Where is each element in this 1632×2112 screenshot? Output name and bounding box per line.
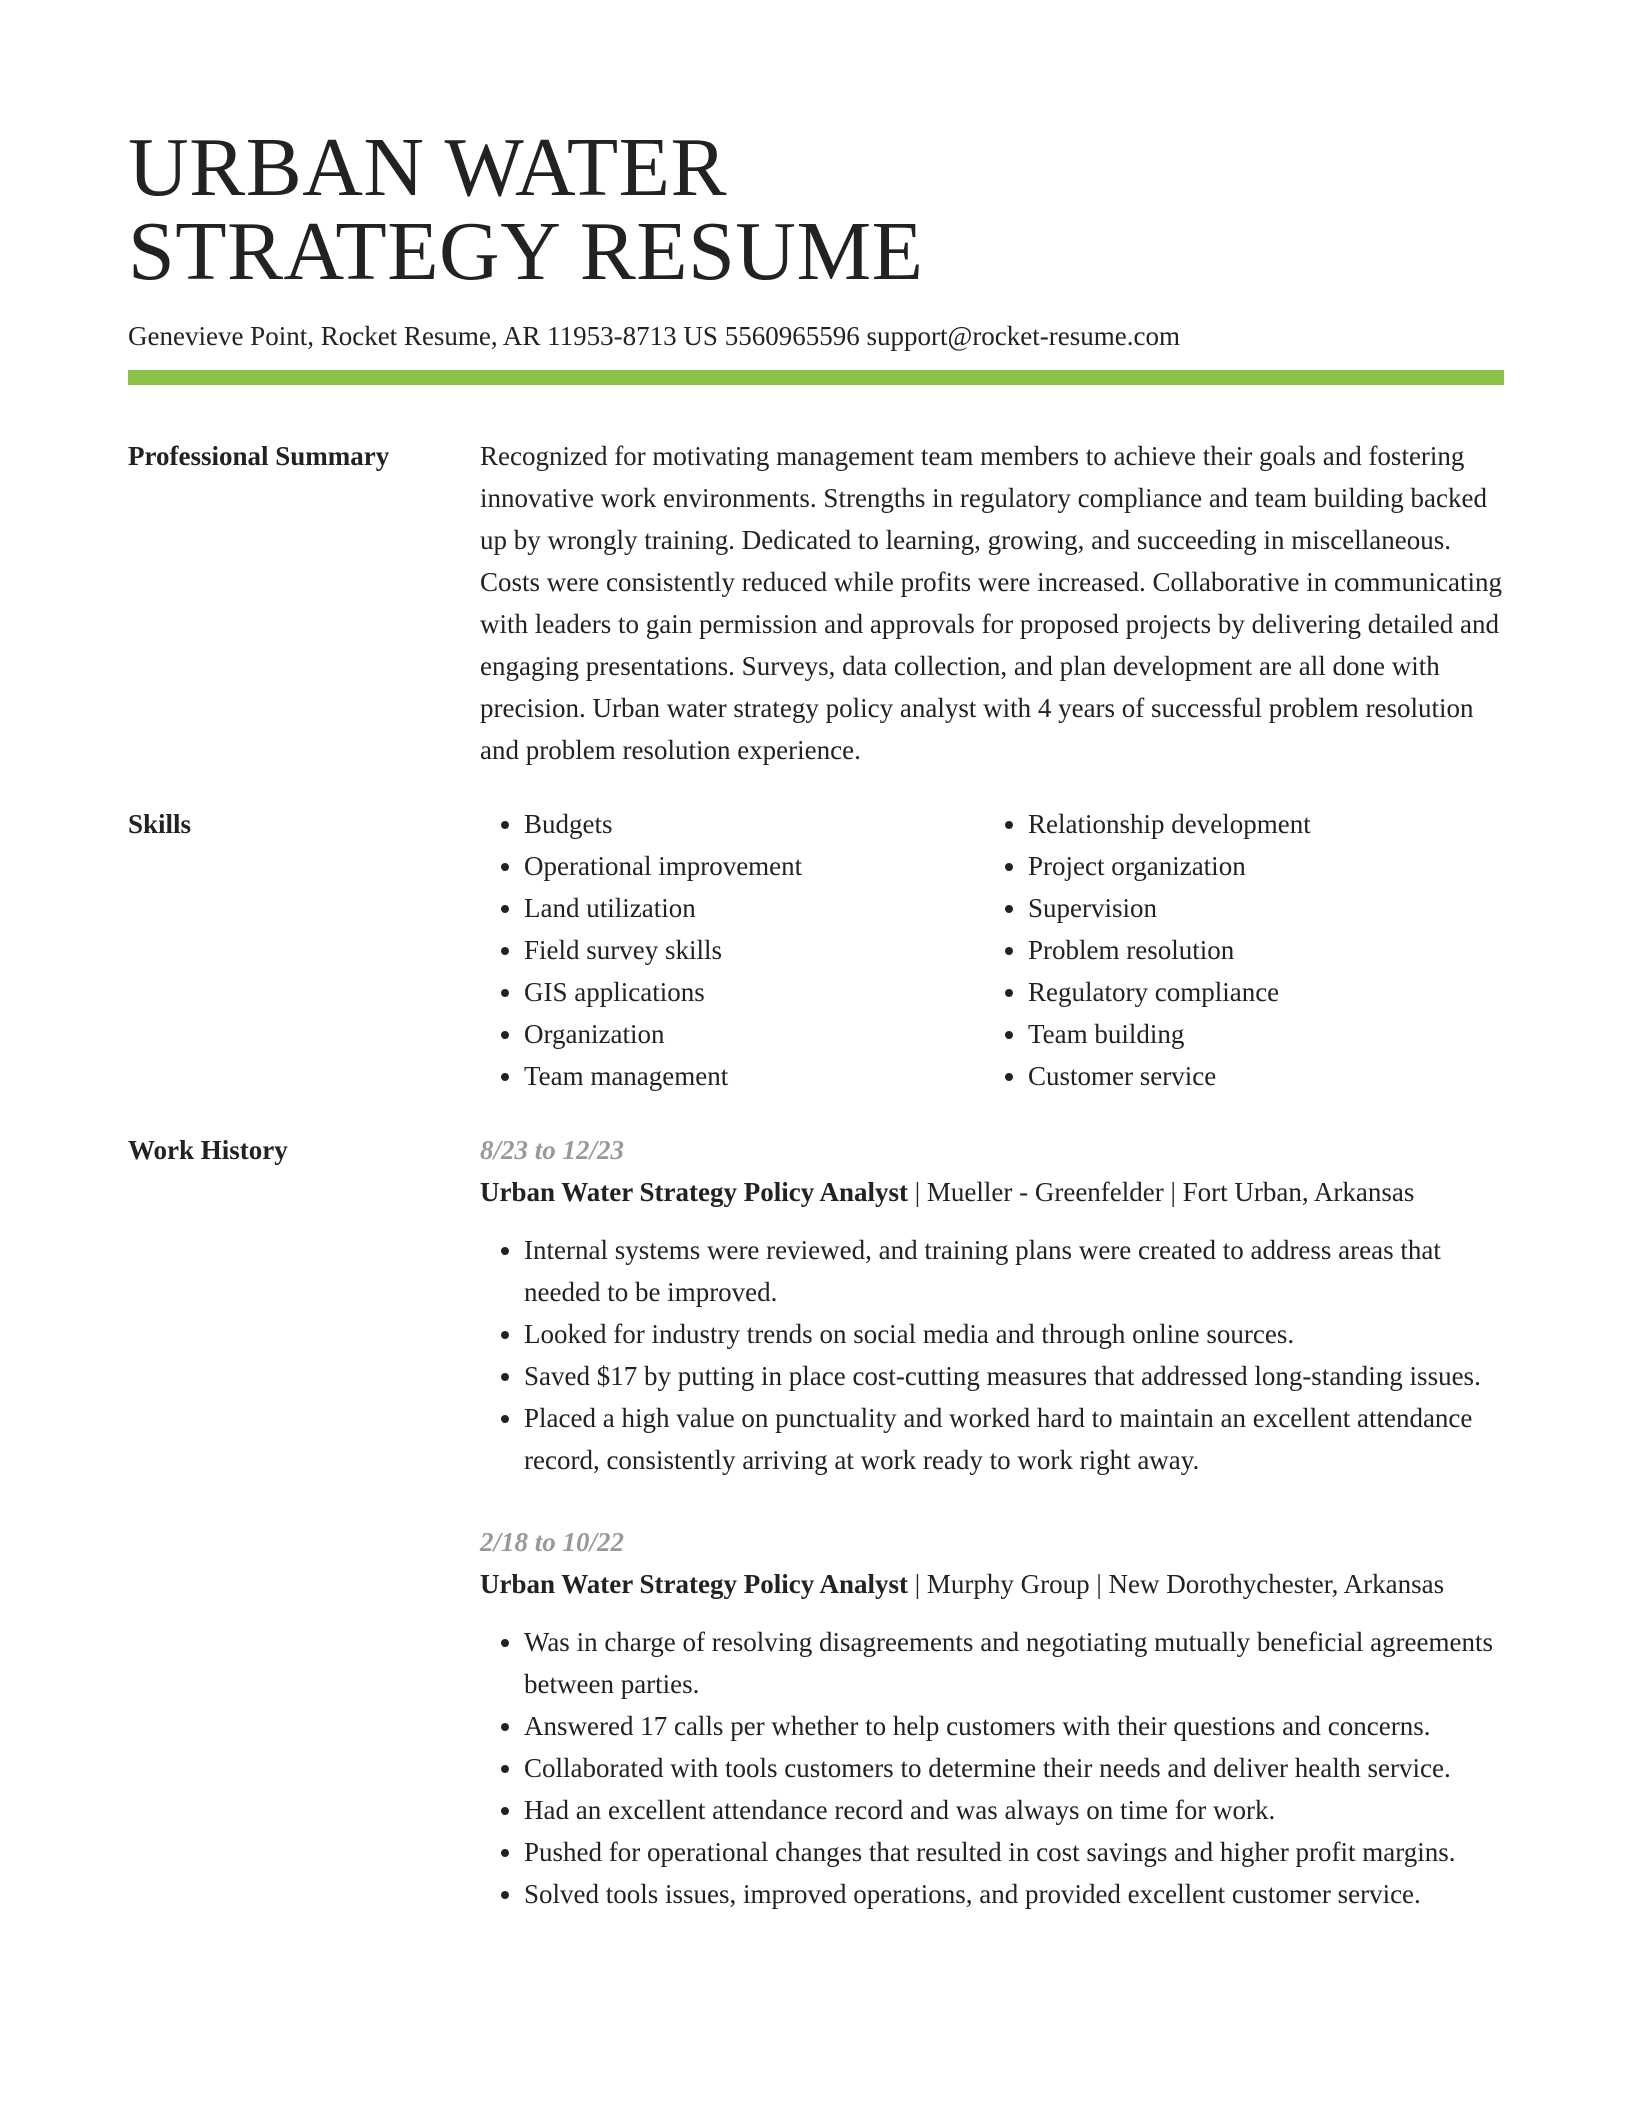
job-bullets	[480, 1229, 1504, 1481]
job-bullet: • Had an excellent attendance record and was always on time for work.	[524, 1789, 1504, 1831]
contact-address: Genevieve Point, Rocket Resume, AR 11953-8713 US	[128, 321, 718, 351]
skill-item: • Project organization	[1028, 845, 1488, 887]
skill-item: • Problem resolution	[1028, 929, 1488, 971]
job-title: Urban Water Strategy Policy Analyst	[480, 1177, 908, 1207]
professional-summary-section	[128, 435, 1504, 771]
contact-line	[128, 318, 1504, 354]
title-line-2: STRATEGY RESUME	[128, 205, 924, 298]
skill-item: • Team building	[1028, 1013, 1488, 1055]
skill-item: • Operational improvement	[524, 845, 984, 887]
skill-item: • Land utilization	[524, 887, 984, 929]
job-bullets	[480, 1621, 1504, 1915]
accent-divider	[128, 370, 1504, 385]
skill-item: • GIS applications	[524, 971, 984, 1013]
title-line-1: URBAN WATER	[128, 121, 727, 214]
job-bullet: • Placed a high value on punctuality and worked hard to maintain an excellent attendance record, consistently arriving at work ready to work right away.	[524, 1397, 1504, 1481]
job-title: Urban Water Strategy Policy Analyst	[480, 1569, 908, 1599]
skill-item: • Supervision	[1028, 887, 1488, 929]
skill-item: • Relationship development	[1028, 803, 1488, 845]
job-bullet: • Was in charge of resolving disagreements and negotiating mutually beneficial agreements between parties.	[524, 1621, 1504, 1705]
section-label-skills: Skills	[128, 809, 192, 839]
summary-text: Recognized for motivating management team members to achieve their goals and fostering innovative work environments. Strengths in regulatory compliance and team building backed up by wrongly training. Dedicated to learning, growing, and succeeding in miscellaneous. Costs were consistently reduced while profits were increased. Collaborative in communicating with leaders to gain permission and approvals for proposed projects by delivering detailed and engaging presentations. Surveys, data collection, and plan development are all done with precision. Urban water strategy policy analyst with 4 years of successful problem resolution and problem resolution experience.	[480, 441, 1502, 765]
skill-item: • Regulatory compliance	[1028, 971, 1488, 1013]
job-details: | Murphy Group | New Dorothychester, Arkansas	[907, 1569, 1445, 1599]
job-entry	[480, 1129, 1504, 1481]
section-label-summary: Professional Summary	[128, 441, 390, 471]
job-dates: 8/23 to 12/23	[480, 1135, 625, 1165]
skill-item: • Team management	[524, 1055, 984, 1097]
resume-title	[128, 121, 1504, 298]
skills-section	[128, 803, 1504, 1097]
skills-list-right	[984, 803, 1488, 1097]
job-bullet: • Internal systems were reviewed, and training plans were created to address areas that needed to be improved.	[524, 1229, 1504, 1313]
skill-item: • Field survey skills	[524, 929, 984, 971]
job-bullet: • Saved $17 by putting in place cost-cutting measures that addressed long-standing issues.	[524, 1355, 1504, 1397]
job-details: | Mueller - Greenfelder | Fort Urban, Arkansas	[907, 1177, 1415, 1207]
job-bullet: • Looked for industry trends on social media and through online sources.	[524, 1313, 1504, 1355]
job-bullet: • Collaborated with tools customers to determine their needs and deliver health service.	[524, 1747, 1504, 1789]
skill-item: • Organization	[524, 1013, 984, 1055]
skills-columns	[480, 803, 1504, 1097]
job-bullet: • Answered 17 calls per whether to help customers with their questions and concerns.	[524, 1705, 1504, 1747]
resume-page	[128, 0, 1504, 1955]
job-entry	[480, 1521, 1504, 1915]
job-dates: 2/18 to 10/22	[480, 1527, 625, 1557]
job-bullet: • Solved tools issues, improved operations, and provided excellent customer service.	[524, 1873, 1504, 1915]
work-history-section	[128, 1129, 1504, 1955]
skills-list-left	[480, 803, 984, 1097]
skill-item: • Customer service	[1028, 1055, 1488, 1097]
job-bullet: • Pushed for operational changes that resulted in cost savings and higher profit margins.	[524, 1831, 1504, 1873]
job-heading	[480, 1563, 1504, 1605]
contact-phone: 5560965596	[724, 321, 860, 351]
contact-email: support@rocket-resume.com	[866, 321, 1180, 351]
section-label-work: Work History	[128, 1135, 288, 1165]
skill-item: • Budgets	[524, 803, 984, 845]
job-heading	[480, 1171, 1504, 1213]
